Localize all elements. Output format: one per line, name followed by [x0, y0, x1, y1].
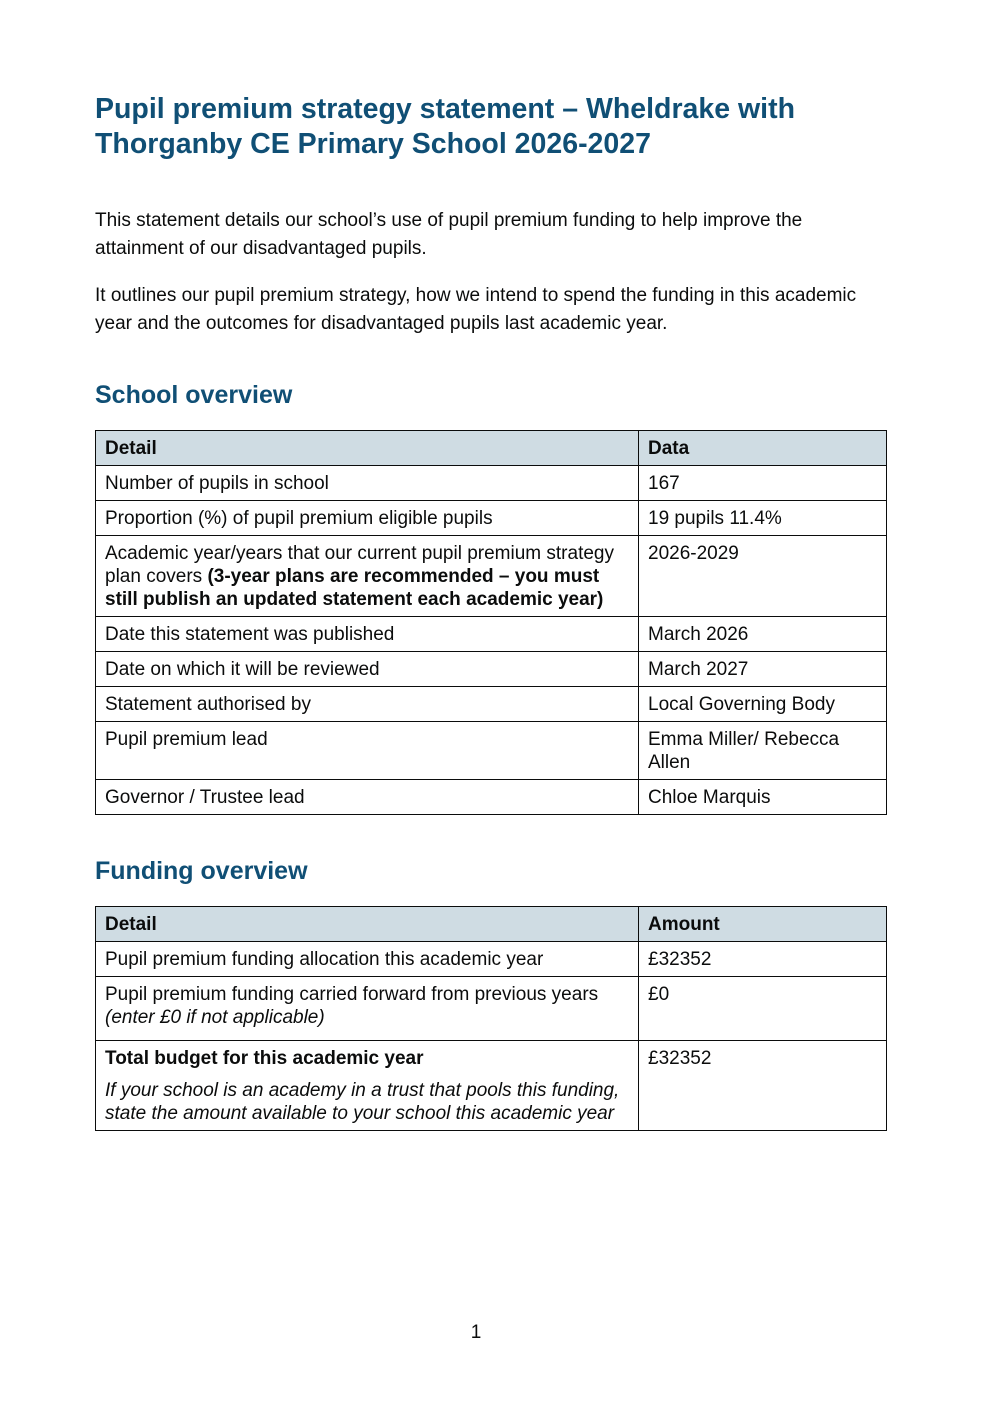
data-cell: March 2027 — [639, 652, 887, 687]
table-row — [96, 977, 887, 1041]
column-header-detail: Detail — [96, 431, 639, 466]
detail-cell: Governor / Trustee lead — [96, 780, 639, 815]
detail-cell: Pupil premium funding allocation this academic year — [96, 942, 639, 977]
document-page — [95, 92, 886, 1131]
table-row — [96, 501, 887, 536]
table-row — [96, 1041, 887, 1131]
amount-cell: £32352 — [639, 942, 887, 977]
page-number: 1 — [470, 1322, 482, 1343]
funding-overview-table — [95, 906, 887, 1131]
column-header-detail: Detail — [96, 907, 639, 942]
intro-paragraph: It outlines our pupil premium strategy, how we intend to spend the funding in this academic year and the outcomes for disadvantaged pupils last academic year. — [95, 285, 857, 334]
amount-cell: £32352 — [639, 1041, 887, 1131]
data-cell: Local Governing Body — [639, 687, 887, 722]
detail-text: Academic year/years that our current pupil premium strategy plan covers — [105, 543, 614, 587]
table-header-row — [96, 907, 887, 942]
amount-cell: £0 — [639, 977, 887, 1041]
table-row — [96, 942, 887, 977]
detail-bold-note: (3-year plans are recommended – you must still publish an updated statement each academic year) — [105, 566, 604, 610]
detail-italic-note: (enter £0 if not applicable) — [105, 1007, 325, 1028]
detail-italic-note: If your school is an academy in a trust that pools this funding, state the amount available to your school this academic year — [105, 1080, 620, 1124]
table-row — [96, 780, 887, 815]
detail-cell — [96, 977, 639, 1041]
table-header-row — [96, 431, 887, 466]
column-header-data: Data — [639, 431, 887, 466]
intro-paragraph: This statement details our school’s use of pupil premium funding to help improve the attainment of our disadvantaged pupils. — [95, 210, 803, 259]
data-cell: 2026-2029 — [639, 536, 887, 617]
data-cell: 167 — [639, 466, 887, 501]
detail-cell: Date this statement was published — [96, 617, 639, 652]
detail-cell — [96, 1041, 639, 1131]
funding-overview-heading: Funding overview — [95, 857, 308, 885]
detail-cell — [96, 536, 639, 617]
table-row — [96, 652, 887, 687]
table-row — [96, 687, 887, 722]
detail-text-bold: Total budget for this academic year — [105, 1048, 424, 1069]
school-overview-table — [95, 430, 887, 815]
data-cell: Chloe Marquis — [639, 780, 887, 815]
table-row — [96, 536, 887, 617]
data-cell: 19 pupils 11.4% — [639, 501, 887, 536]
table-row — [96, 617, 887, 652]
column-header-amount: Amount — [639, 907, 887, 942]
detail-cell: Pupil premium lead — [96, 722, 639, 780]
table-row — [96, 466, 887, 501]
detail-cell: Proportion (%) of pupil premium eligible pupils — [96, 501, 639, 536]
detail-cell: Date on which it will be reviewed — [96, 652, 639, 687]
data-cell: Emma Miller/ Rebecca Allen — [639, 722, 887, 780]
detail-text: Pupil premium funding carried forward from previous years — [105, 984, 599, 1005]
table-row — [96, 722, 887, 780]
document-title: Pupil premium strategy statement – Wheldrake with Thorganby CE Primary School 2026-2027 — [95, 93, 796, 160]
detail-cell: Statement authorised by — [96, 687, 639, 722]
school-overview-heading: School overview — [95, 381, 293, 409]
data-cell: March 2026 — [639, 617, 887, 652]
detail-cell: Number of pupils in school — [96, 466, 639, 501]
